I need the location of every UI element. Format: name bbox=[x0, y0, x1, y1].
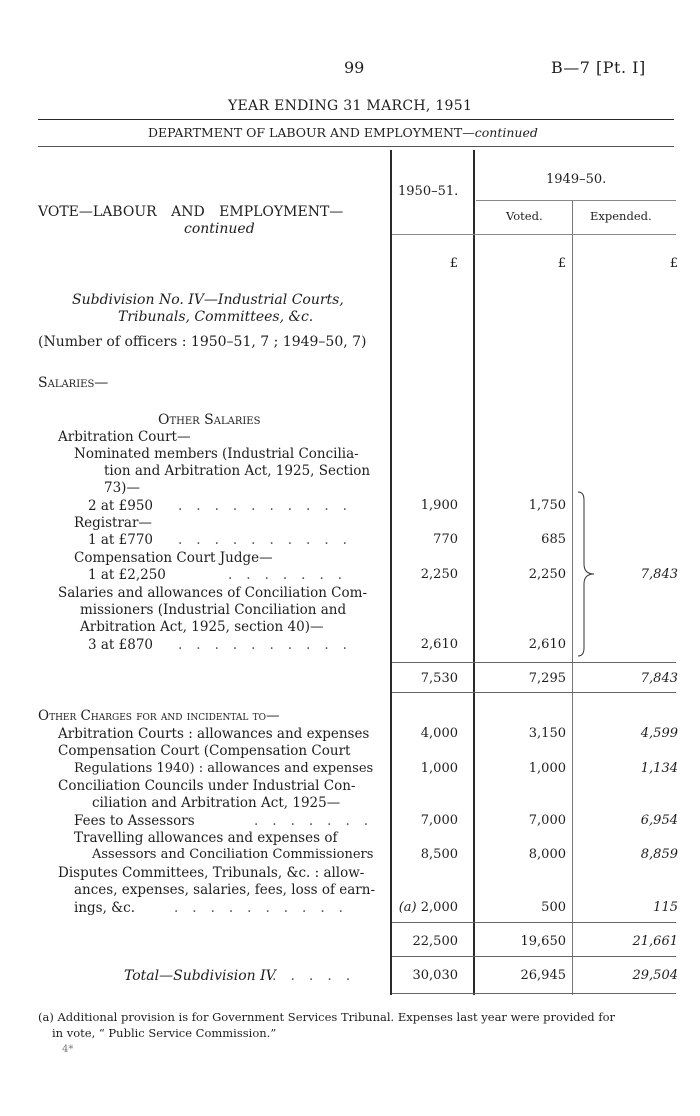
grand-total-label bbox=[124, 968, 365, 984]
value-disputes-voted: 500 bbox=[541, 900, 566, 915]
other-charges-heading: Other Charges for and incidental to— bbox=[38, 708, 280, 724]
value-fees-voted: 7,000 bbox=[528, 813, 566, 828]
salary-line-text: 1 at £2,250 bbox=[88, 567, 166, 583]
salary-line-text: 2 at £950 bbox=[88, 498, 154, 514]
charge-line-text: ings, &c. bbox=[74, 900, 136, 916]
salaries-total-voted: 7,295 bbox=[528, 671, 566, 686]
value-compensation-voted: 1,000 bbox=[528, 761, 566, 776]
value-arbitration-1950: 4,000 bbox=[420, 726, 458, 741]
currency-c2: £ bbox=[557, 256, 566, 271]
salary-line bbox=[88, 498, 361, 514]
value-comp-judge-1950: 2,250 bbox=[420, 567, 458, 582]
charges-total-rule bbox=[392, 956, 676, 957]
leader-dots: .......... bbox=[178, 637, 361, 653]
currency-c3: £ bbox=[669, 256, 678, 271]
value-compensation-1950: 1,000 bbox=[420, 761, 458, 776]
charge-line: Assessors and Conciliation Commissioners bbox=[92, 847, 374, 862]
grand-total-rule bbox=[392, 993, 676, 994]
footnote-line1: (a) Additional provision is for Government Services Tribunal. Expenses last year were provided for bbox=[38, 1010, 616, 1024]
value-conciliation-1950: 2,610 bbox=[420, 637, 458, 652]
value-fees-expended: 6,954 bbox=[640, 813, 678, 828]
value-compensation-expended: 1,134 bbox=[640, 761, 678, 776]
charges-subtotal-rule bbox=[392, 922, 676, 923]
other-salaries-heading: Other Salaries bbox=[158, 412, 261, 428]
charge-line bbox=[74, 813, 383, 829]
department-title bbox=[148, 125, 538, 140]
salary-line: Registrar— bbox=[74, 515, 152, 531]
grand-total-1950: 30,030 bbox=[412, 968, 458, 983]
value-salaries-expended: 7,843 bbox=[640, 567, 678, 582]
salary-line: Arbitration Court— bbox=[58, 429, 191, 445]
page-number: 99 bbox=[344, 58, 365, 77]
dept-rule bbox=[38, 146, 674, 147]
salary-line: missioners (Industrial Conciliation and bbox=[80, 602, 347, 618]
column-header-1949: 1949–50. bbox=[546, 172, 607, 187]
column-header-voted: Voted. bbox=[506, 209, 543, 223]
salary-line: 73)— bbox=[104, 480, 140, 496]
column-rule-right bbox=[572, 200, 573, 995]
grand-total-voted: 26,945 bbox=[520, 968, 566, 983]
charge-line: ances, expenses, salaries, fees, loss of earn- bbox=[74, 882, 376, 898]
salary-line: Arbitration Act, 1925, section 40)— bbox=[80, 619, 324, 635]
salary-line-text: 3 at £870 bbox=[88, 637, 154, 653]
department-continued: —continued bbox=[462, 125, 538, 140]
salaries-total-1950: 7,530 bbox=[420, 671, 458, 686]
salary-line: Salaries and allowances of Conciliation Com- bbox=[58, 585, 368, 601]
column-rule-left bbox=[390, 150, 392, 995]
value-fees-1950: 7,000 bbox=[420, 813, 458, 828]
value-nominated-1950: 1,900 bbox=[420, 498, 458, 513]
value-conciliation-voted: 2,610 bbox=[528, 637, 566, 652]
leader-dots: ..... bbox=[272, 968, 365, 984]
charge-line bbox=[74, 900, 357, 916]
leader-dots: .......... bbox=[178, 498, 361, 514]
salary-line bbox=[88, 637, 361, 653]
year-header-rule bbox=[476, 200, 676, 201]
value-arbitration-voted: 3,150 bbox=[528, 726, 566, 741]
value-travelling-expended: 8,859 bbox=[640, 847, 678, 862]
vote-continued: continued bbox=[184, 221, 255, 237]
salaries-heading: Salaries— bbox=[38, 375, 109, 391]
salary-line: Compensation Court Judge— bbox=[74, 550, 273, 566]
value-registrar-1950: 770 bbox=[433, 532, 458, 547]
salary-line bbox=[88, 532, 361, 548]
charges-total-1950: 22,500 bbox=[412, 934, 458, 949]
officers-count: (Number of officers : 1950–51, 7 ; 1949–50, 7) bbox=[38, 334, 367, 350]
charge-line: Arbitration Courts : allowances and expenses bbox=[58, 726, 370, 742]
value-registrar-voted: 685 bbox=[541, 532, 566, 547]
value-arbitration-expended: 4,599 bbox=[640, 726, 678, 741]
charge-line: Conciliation Councils under Industrial Con- bbox=[58, 778, 356, 794]
column-rule-mid bbox=[473, 150, 475, 995]
document-reference: B—7 [Pt. I] bbox=[551, 58, 646, 77]
charge-line: Regulations 1940) : allowances and expenses bbox=[74, 761, 374, 776]
footnote-line2: in vote, “ Public Service Commission.” bbox=[52, 1026, 277, 1040]
currency-c1: £ bbox=[449, 256, 458, 271]
year-title: YEAR ENDING 31 MARCH, 1951 bbox=[228, 98, 473, 114]
charge-line: Compensation Court (Compensation Court bbox=[58, 743, 351, 759]
charges-total-voted: 19,650 bbox=[520, 934, 566, 949]
value-nominated-voted: 1,750 bbox=[528, 498, 566, 513]
salaries-subtotal-rule bbox=[392, 662, 676, 663]
salary-line bbox=[88, 567, 357, 583]
charge-line: Travelling allowances and expenses of bbox=[74, 830, 338, 846]
department-name: DEPARTMENT OF LABOUR AND EMPLOYMENT bbox=[148, 125, 463, 140]
leader-dots: ....... bbox=[254, 813, 383, 829]
salary-line: Nominated members (Industrial Concilia- bbox=[74, 446, 359, 462]
charge-line: ciliation and Arbitration Act, 1925— bbox=[92, 795, 341, 811]
subdivision-title-line2: Tribunals, Committees, &c. bbox=[118, 309, 314, 325]
value-disputes-expended: 115 bbox=[653, 900, 678, 915]
charge-line-text: Fees to Assessors bbox=[74, 813, 195, 829]
value-comp-judge-voted: 2,250 bbox=[528, 567, 566, 582]
header-rule bbox=[38, 119, 674, 120]
leader-dots: .......... bbox=[178, 532, 361, 548]
leader-dots: ....... bbox=[228, 567, 357, 583]
leader-dots: .......... bbox=[174, 900, 357, 916]
vote-title: VOTE—LABOUR AND EMPLOYMENT— bbox=[38, 204, 344, 220]
signature-mark: 4* bbox=[62, 1044, 74, 1055]
salary-line-text: 1 at £770 bbox=[88, 532, 154, 548]
salaries-total-rule bbox=[392, 692, 676, 693]
charges-total-expended: 21,661 bbox=[632, 934, 678, 949]
grouping-brace bbox=[576, 490, 600, 658]
value-disputes-1950 bbox=[399, 900, 458, 915]
header-bottom-rule bbox=[392, 234, 676, 235]
salary-line: tion and Arbitration Act, 1925, Section bbox=[104, 463, 371, 479]
grand-total-expended: 29,504 bbox=[632, 968, 678, 983]
grand-total-text: Total—Subdivision IV bbox=[124, 968, 276, 984]
column-header-expended: Expended. bbox=[590, 209, 652, 223]
subdivision-title-line1: Subdivision No. IV—Industrial Courts, bbox=[72, 292, 344, 308]
salaries-total-expended: 7,843 bbox=[640, 671, 678, 686]
column-header-1950: 1950–51. bbox=[398, 184, 459, 199]
value-disputes-1950-amount: 2,000 bbox=[420, 900, 458, 915]
charge-line: Disputes Committees, Tribunals, &c. : allow- bbox=[58, 865, 365, 881]
value-travelling-1950: 8,500 bbox=[420, 847, 458, 862]
value-travelling-voted: 8,000 bbox=[528, 847, 566, 862]
footnote-marker: (a) bbox=[398, 900, 417, 915]
